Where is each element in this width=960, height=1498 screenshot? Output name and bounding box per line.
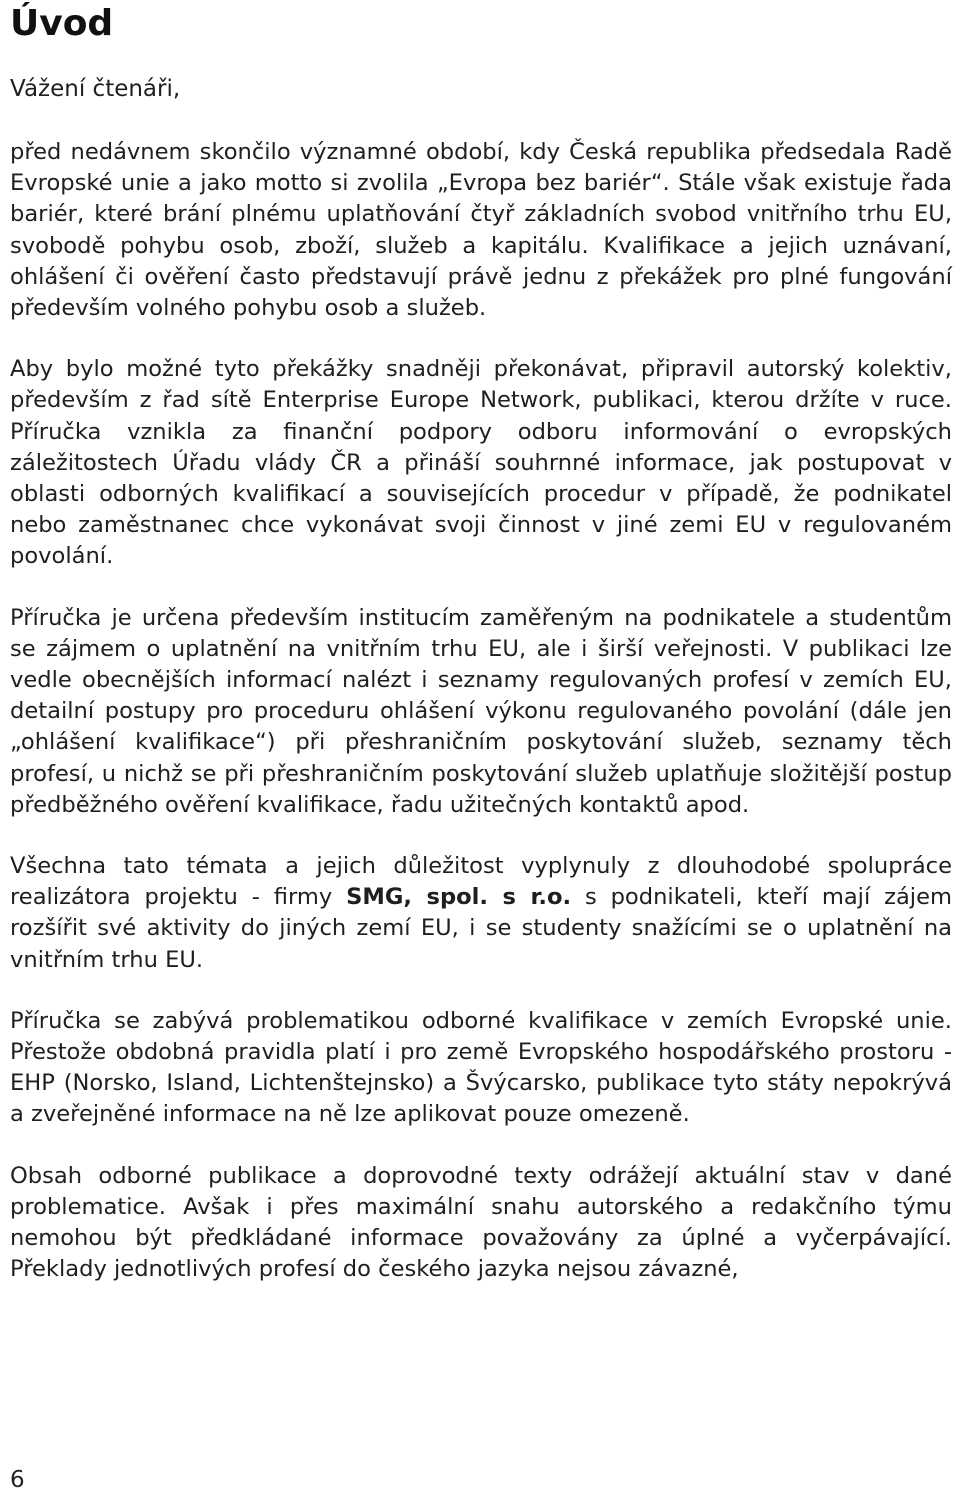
paragraph-project-origin-end: s podnikateli, kteří mají zájem rozšířit své aktivity do jiných zemí EU, i se studenty snažícími se o uplatnění na vnitřním trhu EU.: [10, 884, 952, 973]
paragraph-eu-presidency: před nedávnem skončilo významné období, kdy Česká republika předsedala Radě Evropské unie a jako motto si zvolila „Evropa bez bariér“. Stále však existuje řada bariér, které brání plnému uplatňování čtyř základních svobod vnitřního trhu EU, svobodě pohybu osob, zboží, služeb a kapitálu. Kvalifikace a jejich uznávaní, ohlášení či ověření často představují právě jednu z překážek pro plné fungování především volného pohybu osob a služeb.: [10, 139, 952, 322]
page-number: 6: [10, 1467, 25, 1493]
paragraph-target-audience: Příručka je určena především institucím zaměřeným na podnikatele a studentům se zájmem o uplatnění na vnitřním trhu EU, ale i širší veřejnosti. V publikaci lze vedle obecnějších informací nalézt i seznamy regulovaných profesí v zemích EU, detailní postupy pro proceduru ohlášení výkonu regulovaného povolání (dále jen „ohlášení kvalifikace“) při přeshraničním poskytování služeb, seznamy těch profesí, u nichž se při přeshraničním poskytování služeb uplatňuje složitější postup předběžného ověření kvalifikace, řadu užitečných kontaktů apod.: [10, 604, 952, 818]
body-text: [10, 137, 952, 1286]
page-title: Úvod: [10, 3, 114, 44]
company-name: SMG, spol. s r.o.: [346, 884, 572, 911]
paragraph-publication-purpose: Aby bylo možné tyto překážky snadněji překonávat, připravil autorský kolektiv, především z řad sítě Enterprise Europe Network, publikaci, kterou držíte v ruce. Příručka vznikla za finanční podpory odboru informování o evropských záležitostech Úřadu vlády ČR a přináší souhrnné informace, jak postupovat v oblasti odborných kvalifikací a souvisejících procedur v případě, že podnikatel nebo zaměstnanec chce vykonávat svoji činnost v jiné zemi EU v regulovaném povolání.: [10, 356, 952, 570]
salutation: Vážení čtenáři,: [10, 76, 181, 102]
paragraph-project-origin: [10, 851, 952, 976]
paragraph-disclaimer: Obsah odborné publikace a doprovodné texty odrážejí aktuální stav v dané problematice. Avšak i přes maximální snahu autorského a redakčního týmu nemohou být předkládané informace považovány za úplné a vyčerpávající. Překlady jednotlivých profesí do českého jazyka nejsou závazné,: [10, 1162, 952, 1283]
paragraph-project-origin-start: Všechna tato témata a jejich důležitost vyplynuly z dlouhodobé spolupráce realizátora projektu - firmy: [10, 853, 952, 911]
paragraph-scope: Příručka se zabývá problematikou odborné kvalifikace v zemích Evropské unie. Přestože obdobná pravidla platí i pro země Evropského hospodářského prostoru - EHP (Norsko, Island, Lichtenštejnsko) a Švýcarsko, publikace tyto státy nepokrývá a zveřejněné informace na ně lze aplikovat pouze omezeně.: [10, 1007, 952, 1128]
